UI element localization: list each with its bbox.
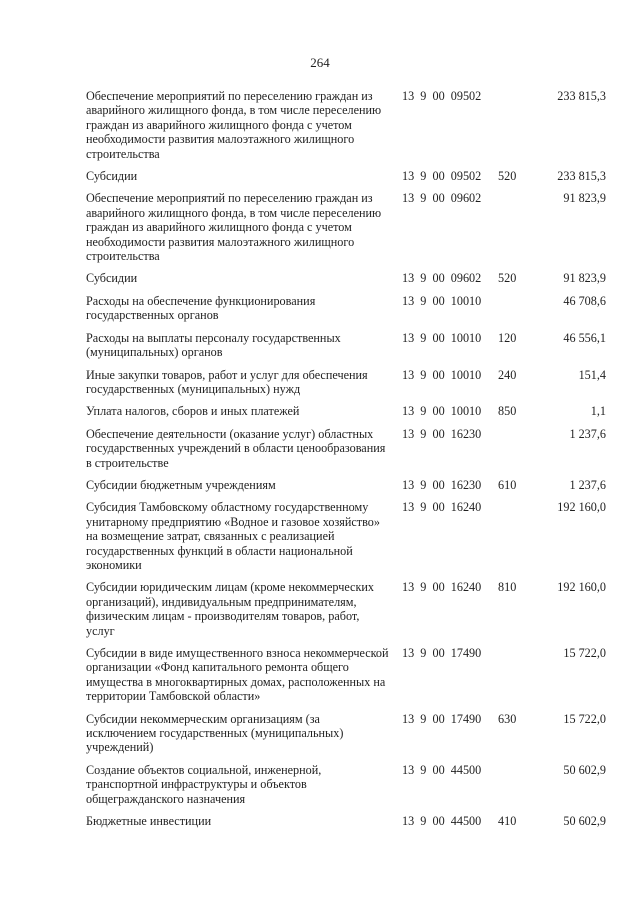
table-row: [86, 646, 606, 712]
row-code-cell: 13 9 00 17490: [402, 711, 482, 726]
row-name-cell: Создание объектов социальной, инженерной, транспортной инфраструктуры и объектов общегражданского назначения: [86, 762, 322, 806]
budget-table: [86, 89, 606, 836]
row-amount-cell: 50 602,9: [563, 814, 606, 829]
table-row: [86, 712, 606, 763]
row-name-cell: Субсидии некоммерческим организациям (за исключением государственных (муниципальных) учреждений): [86, 711, 344, 755]
row-code-cell: 13 9 00 16240: [402, 500, 482, 515]
row-amount-cell: 50 602,9: [563, 762, 606, 777]
row-expense-type-cell: 120: [498, 330, 517, 345]
row-expense-type-cell: [498, 427, 534, 478]
row-name-cell: Бюджетные инвестиции: [86, 814, 212, 829]
row-expense-type-cell: 810: [498, 580, 517, 595]
row-code-cell: 13 9 00 09602: [402, 191, 482, 206]
table-row: [86, 404, 606, 426]
row-code-cell: 13 9 00 16240: [402, 580, 482, 595]
row-expense-type-cell: [498, 500, 534, 580]
row-amount-cell: 151,4: [578, 367, 606, 382]
table-row: [86, 368, 606, 405]
row-code-cell: 13 9 00 16230: [402, 477, 482, 492]
row-name-cell: Субсидия Тамбовскому областному государственному унитарному предприятию «Водное и газовое хозяйство» на возмещение затрат, связанных с реализацией государственных функций в области национальной экономики: [86, 500, 380, 572]
page-number: 264: [310, 55, 330, 70]
table-row: [86, 169, 606, 191]
row-amount-cell: 233 815,3: [557, 169, 606, 184]
row-name-cell: Обеспечение мероприятий по переселению граждан из аварийного жилищного фонда, в том числе переселению граждан из аварийного жилищного фонда с учетом необходимости развития малоэтажного жилищного строительства: [86, 191, 382, 264]
row-expense-type-cell: [498, 646, 534, 712]
row-amount-cell: 1 237,6: [569, 477, 606, 492]
row-code-cell: 13 9 00 17490: [402, 646, 482, 660]
row-expense-type-cell: 240: [498, 367, 517, 382]
table-row: [86, 427, 606, 478]
row-amount-cell: 1 237,6: [569, 426, 606, 441]
row-expense-type-cell: [498, 89, 534, 169]
row-amount-cell: 91 823,9: [563, 271, 606, 286]
row-name-cell: Обеспечение деятельности (оказание услуг) областных государственных учреждений в области ценообразования в строительстве: [86, 426, 386, 470]
row-amount-cell: 1,1: [590, 404, 606, 419]
row-amount-cell: 46 708,6: [563, 293, 606, 308]
row-name-cell: Обеспечение мероприятий по переселению граждан из аварийного жилищного фонда, в том числе переселению граждан из аварийного жилищного фонда с учетом необходимости развития малоэтажного жилищного строительства: [86, 89, 382, 161]
table-row: [86, 478, 606, 500]
row-code-cell: 13 9 00 10010: [402, 330, 482, 345]
table-row: [86, 191, 606, 271]
row-code-cell: 13 9 00 09502: [402, 169, 482, 184]
row-name-cell: Расходы на выплаты персоналу государственных (муниципальных) органов: [86, 330, 341, 360]
row-expense-type-cell: 520: [498, 271, 517, 286]
row-expense-type-cell: 630: [498, 711, 517, 726]
row-code-cell: 13 9 00 44500: [402, 814, 482, 829]
row-name-cell: Субсидии: [86, 271, 138, 286]
budget-table-body: [86, 89, 606, 836]
row-amount-cell: 91 823,9: [563, 191, 606, 206]
row-name-cell: Расходы на обеспечение функционирования государственных органов: [86, 293, 316, 323]
row-expense-type-cell: [498, 191, 534, 271]
row-code-cell: 13 9 00 10010: [402, 404, 482, 419]
table-row: [86, 331, 606, 368]
row-expense-type-cell: 410: [498, 814, 517, 829]
row-expense-type-cell: [498, 294, 534, 331]
row-name-cell: Субсидии юридическим лицам (кроме некоммерческих организаций), индивидуальным предпринимателям, физическим лицам - производителям товаров, работ, услуг: [86, 580, 374, 638]
row-amount-cell: 15 722,0: [563, 646, 606, 660]
row-expense-type-cell: 520: [498, 169, 517, 184]
row-name-cell: Субсидии бюджетным учреждениям: [86, 477, 276, 492]
row-amount-cell: 46 556,1: [563, 330, 606, 345]
table-row: [86, 814, 606, 836]
row-name-cell: Субсидии в виде имущественного взноса некоммерческой организации «Фонд капитального ремонта общего имущества в многоквартирных домах, расположенных на территории Тамбовской области»: [86, 646, 389, 704]
row-amount-cell: 15 722,0: [563, 711, 606, 726]
row-code-cell: 13 9 00 09502: [402, 89, 482, 103]
table-row: [86, 89, 606, 169]
row-code-cell: 13 9 00 16230: [402, 426, 482, 441]
row-code-cell: 13 9 00 10010: [402, 367, 482, 382]
row-code-cell: 13 9 00 44500: [402, 762, 482, 777]
row-name-cell: Субсидии: [86, 169, 138, 184]
table-row: [86, 580, 606, 646]
row-code-cell: 13 9 00 09602: [402, 271, 482, 286]
table-row: [86, 294, 606, 331]
table-row: [86, 271, 606, 293]
row-code-cell: 13 9 00 10010: [402, 293, 482, 308]
row-expense-type-cell: 610: [498, 477, 517, 492]
row-name-cell: Уплата налогов, сборов и иных платежей: [86, 404, 300, 419]
row-amount-cell: 233 815,3: [557, 89, 606, 103]
table-row: [86, 763, 606, 814]
row-name-cell: Иные закупки товаров, работ и услуг для обеспечения государственных (муниципальных) нужд: [86, 367, 368, 396]
table-row: [86, 500, 606, 580]
row-amount-cell: 192 160,0: [557, 580, 606, 595]
row-expense-type-cell: [498, 763, 534, 814]
row-expense-type-cell: 850: [498, 404, 517, 419]
row-amount-cell: 192 160,0: [557, 500, 606, 515]
